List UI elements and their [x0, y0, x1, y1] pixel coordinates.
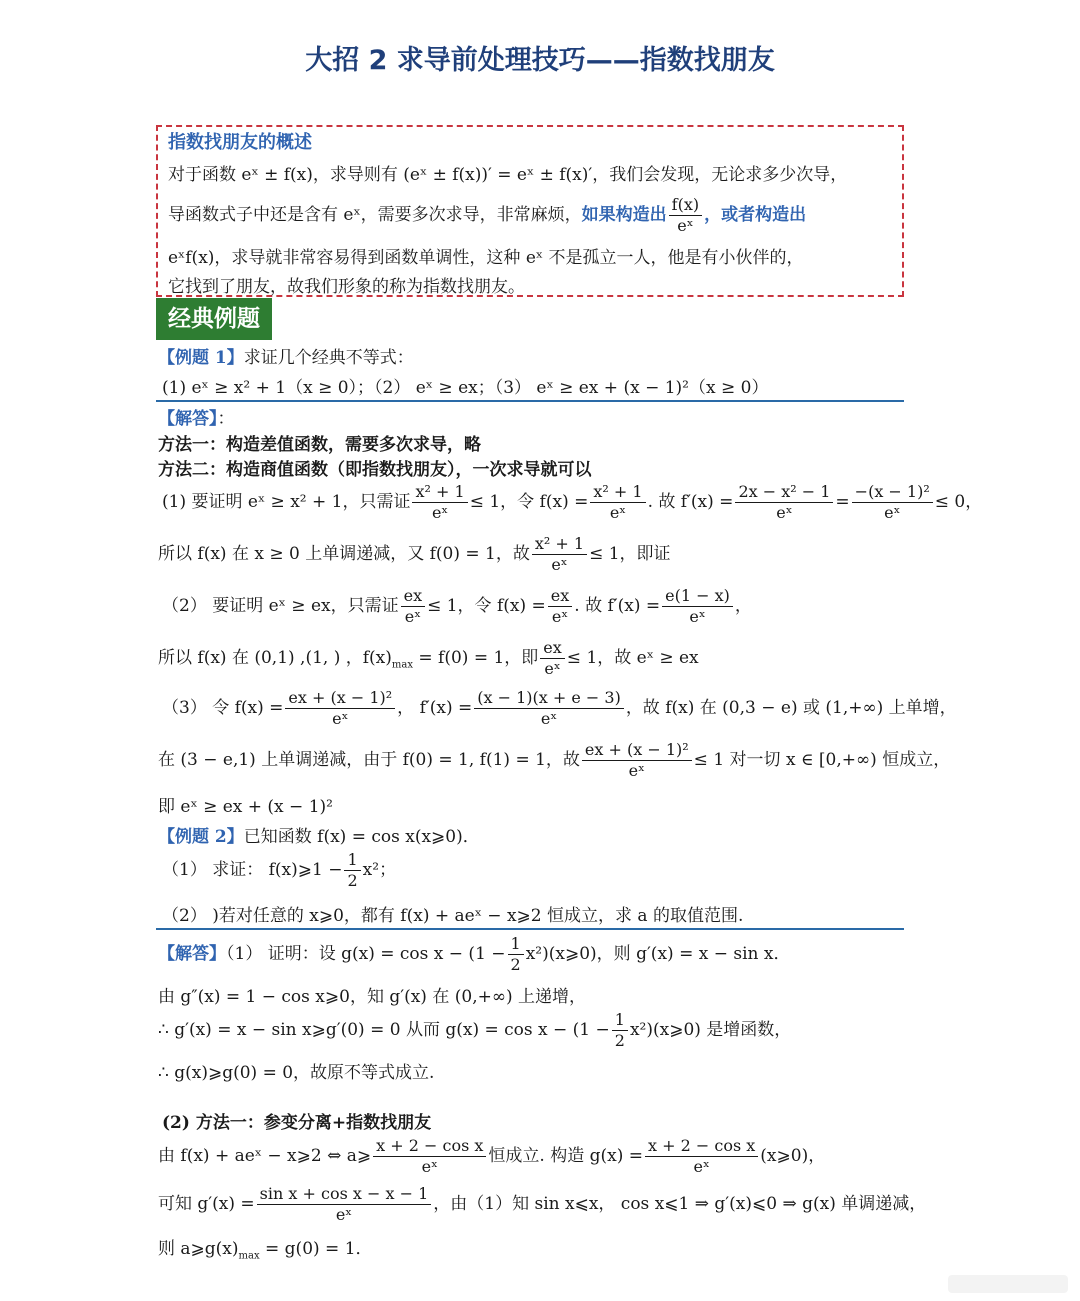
fraction: $\frac{e(1 - x)}{\text{eˣ}}$	[662, 586, 733, 627]
solution-2-line-5: 由 f(x) + aeˣ − x⩾2 ⇔ a⩾ $\frac{\text{x + 2 − cos x}}{\text{eˣ}}$ 恒成立. 构造 g(x) = $\frac{\text{x + 2 − cos x}}{\text{eˣ}}$ (x⩾0)，	[158, 1136, 826, 1176]
example-1-items: (1) eˣ ≥ x² + 1（x ≥ 0）；（2） eˣ ≥ ex；（3） eˣ ≥ ex + (x − 1)²（x ≥ 0）	[162, 378, 769, 398]
overview-line-2-text: 导函数式子中还是含有 eˣ，需要多次求导，非常麻烦，	[168, 205, 582, 225]
overview-line-2	[168, 195, 806, 236]
proof-1-line-2: 所以 f(x) 在 x ≥ 0 上单调递减，又 f(0) = 1，故 $\frac{\text{x² + 1}}{\text{eˣ}}$ ≤ 1，即证	[158, 534, 671, 574]
overview-line-3: eˣf(x)，求导就非常容易得到函数单调性，这种 eˣ 不是孤立一人，他是有小伙伴的，	[168, 248, 804, 268]
fraction: $\frac{ex}{\text{eˣ}}$	[401, 586, 426, 627]
fraction: $\frac{1}{2}$	[508, 934, 524, 975]
example-1-text: 求证几个经典不等式：	[243, 348, 414, 368]
watermark-area	[948, 1275, 1068, 1293]
method-1: 方法一：构造差值函数，需要多次求导，略	[158, 435, 481, 455]
solution-1-heading: 【解答】：	[158, 409, 235, 429]
solution-2-line-6: 可知 g′(x) = $\frac{\text{sin x + cos x − x − 1}}{\text{eˣ}}$ ，由（1）知 sin x⩽x， cos x⩽1 ⇒ g′(x)⩽0 ⇒ g(x) 单调递减，	[158, 1184, 927, 1224]
proof-3-line-1: （3） 令 f(x) = $\frac{\text{ex + (x − 1)²}}{\text{eˣ}}$ ， f′(x) = $\frac{(x - 1)(x + e - 3)}{\text{eˣ}}$ ，故 f(x) 在 (0,3 − e) 或 (1,+∞) 上单增，	[162, 688, 957, 728]
fraction: $\frac{\text{ex + (x − 1)²}}{\text{eˣ}}$	[285, 688, 395, 729]
overview-fraction: $\frac{f(x)}{\text{eˣ}}$	[669, 195, 702, 236]
fraction: $\frac{ex}{\text{eˣ}}$	[540, 638, 565, 679]
solution-2-line-1: 【解答】（1） 证明：设 g(x) = cos x − (1 − $\frac{1}{2}$ x²)(x⩾0)，则 g′(x) = x − sin x．	[158, 934, 791, 974]
fraction: $\frac{\text{ex + (x − 1)²}}{\text{eˣ}}$	[582, 740, 692, 781]
fraction: $\frac{ex}{\text{eˣ}}$	[548, 586, 573, 627]
proof-1-line-1: (1) 要证明 eˣ ≥ x² + 1，只需证 $\frac{\text{x² + 1}}{\text{eˣ}}$ ≤ 1，令 f(x) = $\frac{\text{x² + 1}}{\text{eˣ}}$ . 故 f′(x) = $\frac{\text{2x − x² − 1}}{\text{eˣ}}$ = $\frac{\text{−(x − 1)²}}{\text{eˣ}}$ ≤ 0，	[162, 482, 983, 522]
proof-3-line-2: 在 (3 − e,1) 上单调递减，由于 f(0) = 1, f(1) = 1，故 $\frac{\text{ex + (x − 1)²}}{\text{eˣ}}$ ≤ 1 对一切 x ∈ [0,+∞) 恒成立，	[158, 740, 951, 780]
method-heading: (2) 方法一：参变分离+指数找朋友	[162, 1113, 432, 1133]
example-2-heading	[158, 822, 480, 847]
solution-2-label: 【解答】	[158, 944, 226, 964]
fraction: $\frac{\text{x + 2 − cos x}}{\text{eˣ}}$	[373, 1136, 486, 1177]
classic-examples-banner: 经典例题	[156, 298, 272, 340]
solution-2-line-3: ∴ g′(x) = x − sin x⩾g′(0) = 0 从而 g(x) = cos x − (1 − $\frac{1}{2}$ x²)(x⩾0) 是增函数，	[158, 1010, 792, 1050]
fraction: $\frac{\text{x² + 1}}{\text{eˣ}}$	[590, 482, 645, 523]
example-2-q2: （2） )若对任意的 x⩾0，都有 f(x) + aeˣ − x⩾2 恒成立，求 a 的取值范围.	[162, 906, 744, 926]
example-1-label: 【例题 1】	[158, 348, 244, 368]
example-1-heading	[158, 343, 414, 368]
solution-1-label: 【解答】	[158, 409, 218, 429]
fraction: $\frac{1}{2}$	[344, 850, 360, 891]
fraction: $\frac{\text{x² + 1}}{\text{eˣ}}$	[412, 482, 467, 523]
example-2-label: 【例题 2】	[158, 827, 244, 847]
solution-2-line-2: 由 g″(x) = 1 − cos x⩾0，知 g′(x) 在 (0,+∞) 上递增，	[158, 987, 587, 1007]
overview-line-1: 对于函数 eˣ ± f(x)，求导则有 (eˣ ± f(x))′ = eˣ ± f(x)′，我们会发现，无论求多少次导，	[168, 165, 848, 185]
overview-line-4: 它找到了朋友，故我们形象的称为指数找朋友。	[168, 277, 525, 297]
proof-2-line-1: （2） 要证明 eˣ ≥ ex，只需证 $\frac{ex}{\text{eˣ}}$ ≤ 1，令 f(x) = $\frac{ex}{\text{eˣ}}$ . 故 f′(x) = $\frac{e(1 - x)}{\text{eˣ}}$ ，	[162, 586, 752, 626]
example-2-q1: （1） 求证： f(x)⩾1 − $\frac{1}{2}$ x²；	[162, 850, 397, 890]
page-title: 大招 2 求导前处理技巧——指数找朋友	[305, 45, 775, 76]
proof-3-line-3: 即 eˣ ≥ ex + (x − 1)²	[158, 797, 333, 817]
divider-2	[156, 928, 904, 930]
overview-heading: 指数找朋友的概述	[168, 132, 312, 153]
fraction: $\frac{\text{−(x − 1)²}}{\text{eˣ}}$	[852, 482, 933, 523]
fraction: $\frac{\text{x² + 1}}{\text{eˣ}}$	[532, 534, 587, 575]
solution-2-line-4: ∴ g(x)⩾g(0) = 0，故原不等式成立.	[158, 1063, 435, 1083]
overview-highlight-1: 如果构造出	[581, 205, 667, 225]
solution-2-line-7: 则 $a⩾g(x)_{max} = g(0) = 1$．	[158, 1239, 373, 1262]
fraction: $\frac{\text{sin x + cos x − x − 1}}{\text{eˣ}}$	[257, 1184, 432, 1225]
proof-2-line-2: 所以 f(x) 在 (0,1) ,(1, ) ，$f(x)_{max} = f(0) = 1$，即 $\frac{ex}{\text{eˣ}}$ ≤ 1，故 eˣ ≥ ex	[158, 638, 699, 678]
divider-1	[156, 400, 904, 402]
fraction: $\frac{1}{2}$	[612, 1010, 628, 1051]
fraction: $\frac{\text{x + 2 − cos x}}{\text{eˣ}}$	[645, 1136, 758, 1177]
method-2: 方法二：构造商值函数（即指数找朋友），一次求导就可以	[158, 460, 592, 480]
fraction: $\frac{\text{2x − x² − 1}}{\text{eˣ}}$	[735, 482, 833, 523]
overview-highlight-2: ，或者构造出	[704, 205, 807, 225]
example-2-text: 已知函数 f(x) = cos x(x⩾0)．	[243, 827, 480, 847]
fraction: $\frac{(x - 1)(x + e - 3)}{\text{eˣ}}$	[474, 688, 624, 729]
